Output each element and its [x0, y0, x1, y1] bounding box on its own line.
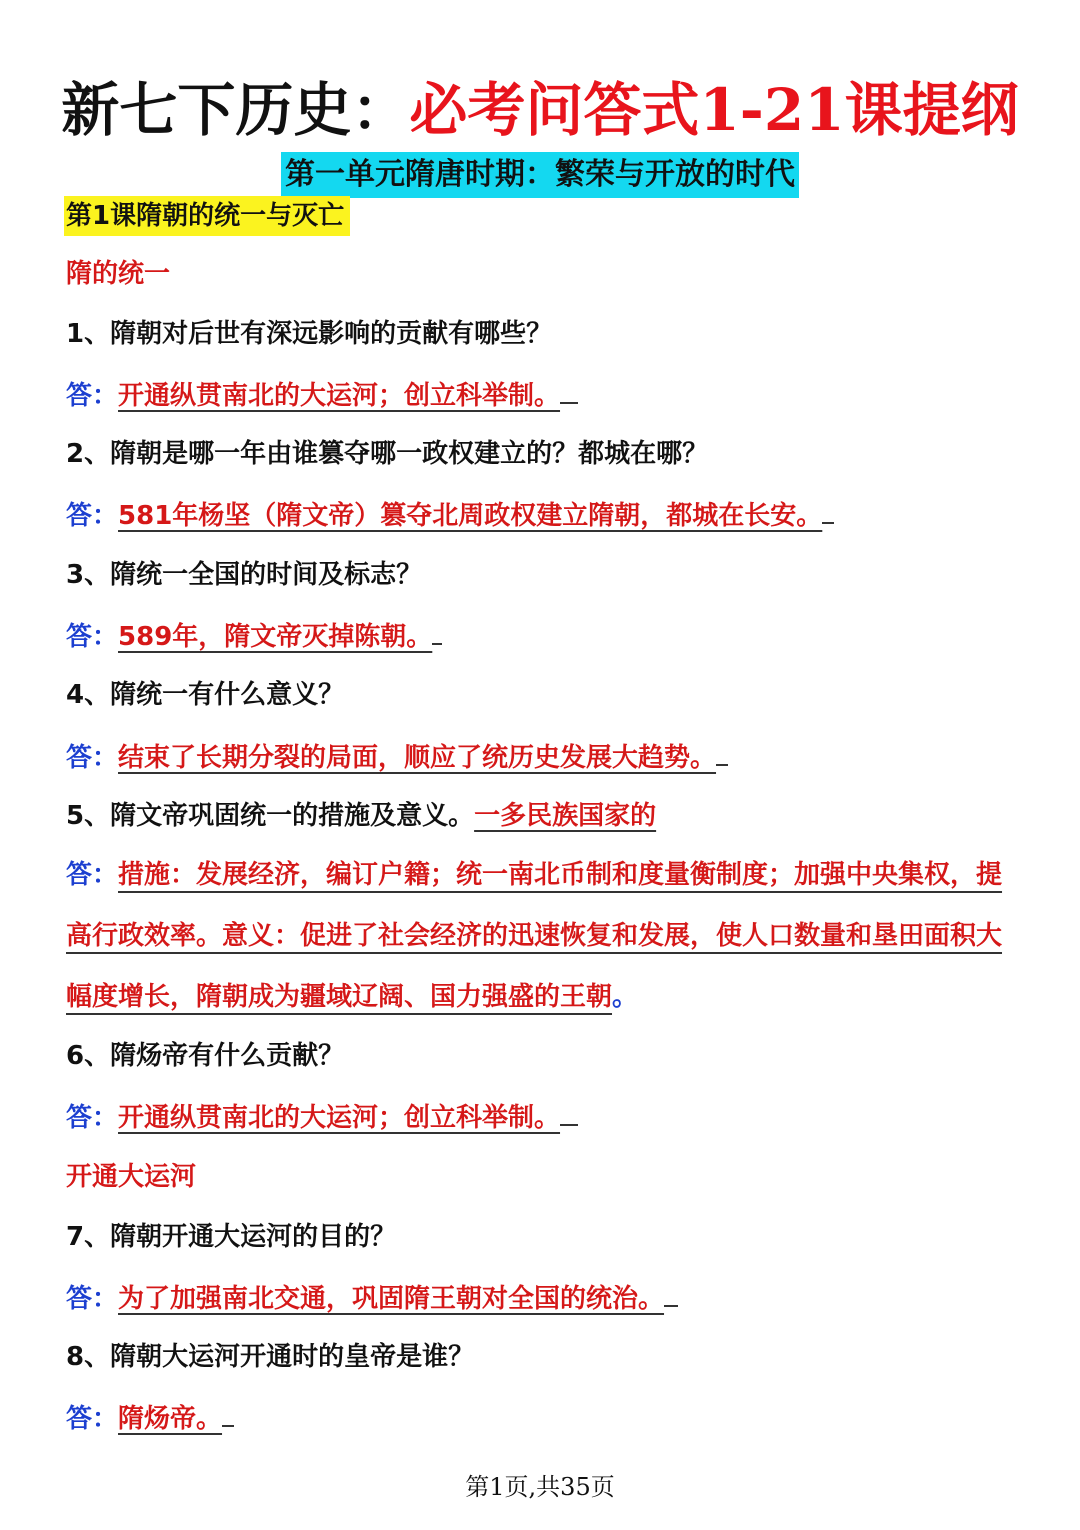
section-heading-grand-canal: 开通大运河 — [66, 1162, 197, 1192]
question-8: 8、隋朝大运河开通时的皇帝是谁？ — [66, 1342, 475, 1372]
answer-end-mark: 。 — [612, 982, 639, 1012]
answer-text: 为了加强南北交通，巩固隋王朝对全国的统治。 — [118, 1284, 665, 1314]
title-black-part: 新七下历史： — [61, 76, 410, 144]
answer-1 — [66, 374, 578, 416]
answer-text: 隋炀帝。 — [118, 1404, 223, 1434]
answer-underline — [432, 615, 442, 645]
answer-label: 答： — [66, 860, 119, 890]
answer-text: 措施：发展经济，编订户籍；统一南北币制和度量衡制度；加强中央集权，提高行政效率。意义：促进了社会经济的迅速恢复和发展，使人口数量和垦田面积大幅度增长，隋朝成为疆域辽阔、国力强盛的王朝 — [66, 860, 1003, 1012]
answer-underline — [222, 1397, 234, 1427]
answer-text: 结束了长期分裂的局面，顺应了统历史发展大趋势。 — [118, 743, 717, 773]
answer-label: 答： — [66, 1103, 119, 1133]
answer-4 — [66, 736, 728, 778]
answer-3 — [66, 615, 442, 657]
question-1: 1、隋朝对后世有深远影响的贡献有哪些？ — [66, 319, 553, 349]
answer-underline — [664, 1277, 678, 1307]
answer-text: 581年杨坚（隋文帝）篡夺北周政权建立隋朝，都城在长安。 — [118, 501, 823, 531]
answer-label: 答： — [66, 622, 119, 652]
section-heading-unification: 隋的统一 — [66, 259, 171, 289]
answer-8 — [66, 1397, 234, 1439]
unit-heading — [0, 152, 1080, 198]
answer-underline — [560, 1096, 578, 1126]
answer-label: 答： — [66, 1284, 119, 1314]
question-3: 3、隋统一全国的时间及标志？ — [66, 560, 423, 590]
answer-label: 答： — [66, 381, 119, 411]
answer-text: 589年，隋文帝灭掉陈朝。 — [118, 622, 433, 652]
answer-5 — [66, 845, 1006, 1028]
answer-2 — [66, 494, 834, 536]
question-2: 2、隋朝是哪一年由谁篡夺哪一政权建立的？都城在哪？ — [66, 439, 709, 469]
question-5-text: 5、隋文帝巩固统一的措施及意义。 — [66, 801, 475, 831]
question-5-annotation: 一多民族国家的 — [474, 801, 657, 831]
title-red-part: 必考问答式1-21课提纲 — [409, 76, 1019, 144]
question-6: 6、隋炀帝有什么贡献？ — [66, 1041, 345, 1071]
answer-label: 答： — [66, 501, 119, 531]
lesson-heading: 第1课隋朝的统一与灭亡 — [64, 196, 350, 236]
answer-underline — [560, 374, 578, 404]
answer-text: 开通纵贯南北的大运河；创立科举制。 — [118, 381, 561, 411]
answer-underline — [822, 494, 834, 524]
unit-heading-text: 第一单元隋唐时期：繁荣与开放的时代 — [281, 152, 799, 198]
answer-7 — [66, 1277, 678, 1319]
answer-text: 开通纵贯南北的大运河；创立科举制。 — [118, 1103, 561, 1133]
page-number-footer: 第1页,共35页 — [465, 1473, 615, 1501]
page-title — [0, 70, 1080, 150]
answer-label: 答： — [66, 743, 119, 773]
question-7: 7、隋朝开通大运河的目的？ — [66, 1222, 397, 1252]
answer-label: 答： — [66, 1404, 119, 1434]
question-4: 4、隋统一有什么意义？ — [66, 680, 345, 710]
question-5 — [66, 796, 656, 836]
answer-6 — [66, 1096, 578, 1138]
answer-underline — [716, 736, 728, 766]
